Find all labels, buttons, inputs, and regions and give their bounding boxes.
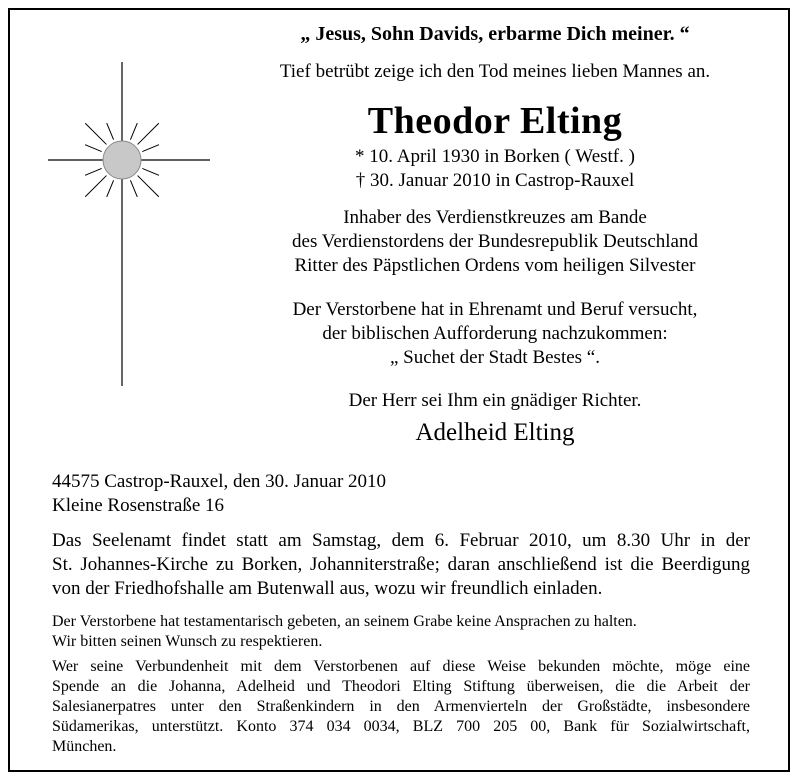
donation-line: München. [52, 738, 117, 755]
life-dates [230, 145, 760, 193]
sun-disc [103, 141, 141, 179]
sun-ray [85, 145, 102, 152]
sun-ray [138, 123, 159, 144]
sun-ray [107, 123, 114, 140]
signer-name: Adelheid Elting [415, 419, 575, 446]
service-line: Das Seelenamt findet statt am Samstag, dem 6. Februar 2010, um 8.30 Uhr in der [52, 530, 750, 551]
honor-line: Inhaber des Verdienstkreuzes am Bande [343, 207, 647, 228]
sun-ray [107, 180, 114, 197]
sun-ray [130, 180, 137, 197]
address-block [52, 470, 750, 518]
sun-ray [85, 176, 106, 197]
deceased-name: Theodor Elting [367, 100, 623, 142]
sun-ray [138, 176, 159, 197]
intro-text: Tief betrübt zeige ich den Tod meines lieben Mannes an. [279, 61, 711, 82]
blessing: Der Herr sei Ihm ein gnädiger Richter. [348, 390, 642, 411]
donation-line: Salesianerpatres unter den Straßenkindern in den Armenvierteln der Großstädte, insbesondere [52, 698, 750, 715]
donation-line: Spende an die Johanna, Adelheid und Theodori Elting Stiftung überweisen, die die Arbeit der [52, 678, 750, 695]
sun-ray [142, 168, 159, 175]
sun-ray [85, 123, 106, 144]
sun-ray [142, 145, 159, 152]
place-date: 44575 Castrop-Rauxel, den 30. Januar 2010 [52, 471, 387, 492]
service-paragraph [52, 529, 750, 601]
street-address: Kleine Rosenstraße 16 [52, 495, 225, 516]
service-line: St. Johannes-Kirche zu Borken, Johanniterstraße; daran anschließend ist die Beerdigung [52, 554, 750, 575]
donation-line: Südamerikas, unterstützt. Konto 374 034 0034, BLZ 700 205 00, Bank für Sozialwirtschaft, [52, 718, 750, 735]
honor-line: des Verdienstordens der Bundesrepublik Deutschland [292, 231, 698, 252]
birth-date: * 10. April 1930 in Borken ( Westf. ) [355, 146, 635, 167]
verse-text [230, 298, 760, 370]
verse-line: Der Verstorbene hat in Ehrenamt und Beruf versucht, [292, 299, 698, 320]
sun-ray [85, 168, 102, 175]
verse-line: „ Suchet der Stadt Bestes “. [389, 347, 600, 368]
honor-line: Ritter des Päpstlichen Ordens vom heiligen Silvester [294, 255, 696, 276]
honors [230, 206, 760, 278]
bible-quote: „ Jesus, Sohn Davids, erbarme Dich meiner. “ [300, 23, 690, 45]
verse-line: der biblischen Aufforderung nachzukommen: [322, 323, 668, 344]
donation-line: Wer seine Verbundenheit mit dem Verstorbenen auf diese Weise bekunden möchte, möge eine [52, 658, 750, 675]
service-line: von der Friedhofshalle am Butenwall aus, wozu wir freundlich einladen. [52, 578, 603, 599]
death-date: † 30. Januar 2010 in Castrop-Rauxel [355, 170, 635, 191]
testament-line: Wir bitten seinen Wunsch zu respektieren. [52, 633, 323, 650]
sun-ray [130, 123, 137, 140]
donation-note [52, 657, 750, 757]
testament-line: Der Verstorbene hat testamentarisch gebeten, an seinem Grabe keine Ansprachen zu halten. [52, 613, 637, 630]
testament-note [52, 612, 750, 652]
